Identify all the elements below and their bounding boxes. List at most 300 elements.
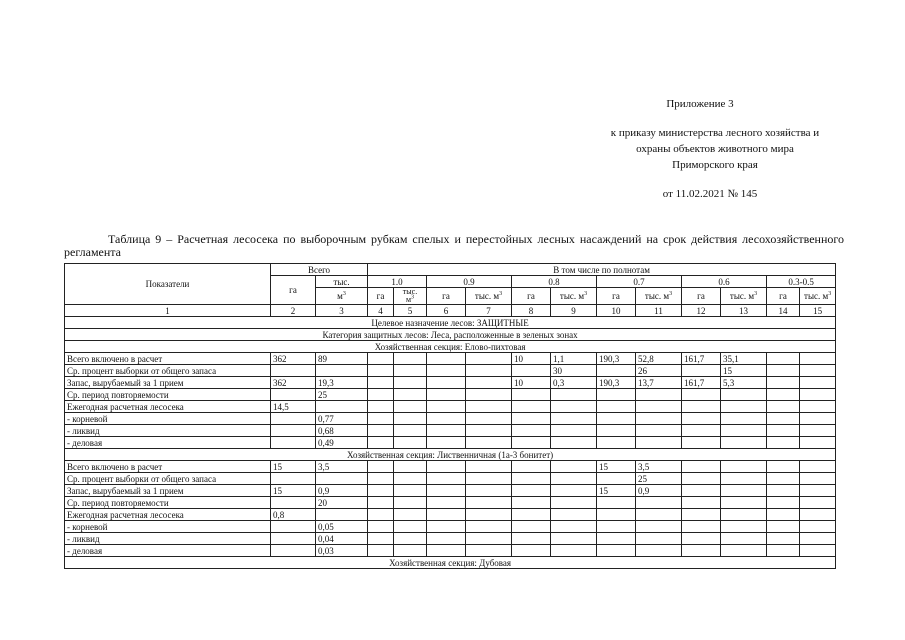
row-label: Ежегодная расчетная лесосека (65, 509, 271, 521)
table-cell (368, 533, 394, 545)
table-cell: 10 (512, 353, 551, 365)
header-total-m3: $м^3$ (316, 288, 368, 305)
table-cell (466, 497, 512, 509)
table-cell (394, 401, 427, 413)
unit-vol-1: тыс. $м^3$ (394, 288, 427, 305)
header-total-ha: га (271, 276, 316, 305)
unit-ha-1: га (368, 288, 394, 305)
section-title-row: Хозяйственная секция: Лиственничная (1а-3 бонитет) (65, 449, 836, 461)
table-cell (551, 425, 597, 437)
row-label: Всего включено в расчет (65, 353, 271, 365)
table-cell (767, 497, 800, 509)
table-cell (512, 473, 551, 485)
table-cell (597, 497, 636, 509)
header-including: В том числе по полнотам (368, 264, 836, 276)
table-cell (721, 485, 767, 497)
table-cell (800, 413, 836, 425)
table-cell (551, 521, 597, 533)
table-cell (767, 377, 800, 389)
appendix-title: Приложение 3 (666, 98, 734, 110)
table-cell (767, 389, 800, 401)
table-cell (767, 425, 800, 437)
unit-vol-5: тыс. $м^3$ (721, 288, 767, 305)
table-cell (316, 473, 368, 485)
table-row (65, 485, 836, 497)
table-cell (427, 353, 466, 365)
column-number: 5 (394, 305, 427, 317)
table-cell (767, 485, 800, 497)
table-cell (800, 425, 836, 437)
column-number: 4 (368, 305, 394, 317)
table-cell (682, 473, 721, 485)
table-cell (682, 545, 721, 557)
table-cell (767, 353, 800, 365)
order-line-2: охраны объектов животного мира (636, 143, 794, 155)
table-row (65, 509, 836, 521)
header-indicators: Показатели (65, 264, 271, 305)
table-cell: 0,49 (316, 437, 368, 449)
table-cell (512, 401, 551, 413)
header-density-5: 0.6 (682, 276, 767, 288)
table-cell (512, 461, 551, 473)
unit-vol-3: тыс. $м^3$ (551, 288, 597, 305)
table-cell (466, 473, 512, 485)
table-cell: 0,9 (636, 485, 682, 497)
table-cell: 19,3 (316, 377, 368, 389)
table-cell (551, 473, 597, 485)
column-number: 15 (800, 305, 836, 317)
table-cell (316, 401, 368, 413)
table-row (65, 497, 836, 509)
table-cell (597, 389, 636, 401)
table-cell (394, 377, 427, 389)
table-cell (682, 365, 721, 377)
table-cell (394, 521, 427, 533)
table-cell (271, 533, 316, 545)
table-cell (800, 401, 836, 413)
header-density-6: 0.3-0.5 (767, 276, 836, 288)
table-cell (427, 533, 466, 545)
unit-ha-3: га (512, 288, 551, 305)
column-number: 9 (551, 305, 597, 317)
table-cell (427, 425, 466, 437)
unit-vol-2: тыс. $м^3$ (466, 288, 512, 305)
table-cell (597, 545, 636, 557)
unit-vol-6: тыс. $м^3$ (800, 288, 836, 305)
column-number-row (65, 305, 836, 317)
table-cell (636, 545, 682, 557)
table-row (65, 533, 836, 545)
table-cell (551, 437, 597, 449)
table-cell (368, 521, 394, 533)
table-cell (682, 425, 721, 437)
row-label: Всего включено в расчет (65, 461, 271, 473)
table-cell (466, 413, 512, 425)
row-label: - корневой (65, 521, 271, 533)
order-line-3: Приморского края (672, 159, 758, 171)
table-cell: 15 (597, 461, 636, 473)
table-cell (767, 509, 800, 521)
table-row (65, 353, 836, 365)
table-cell (394, 485, 427, 497)
table-cell (721, 437, 767, 449)
table-cell (721, 401, 767, 413)
table-cell (721, 521, 767, 533)
table-cell (394, 413, 427, 425)
table-cell (767, 365, 800, 377)
header-density-1: 1.0 (368, 276, 427, 288)
section-title-row: Хозяйственная секция: Дубовая (65, 557, 836, 569)
table-cell (721, 473, 767, 485)
table-cell (466, 437, 512, 449)
table-cell (767, 545, 800, 557)
table-cell (466, 521, 512, 533)
table-row (65, 521, 836, 533)
row-label: - ликвид (65, 425, 271, 437)
table-cell: 15 (271, 461, 316, 473)
table-cell (597, 521, 636, 533)
table-cell (682, 437, 721, 449)
table-cell (551, 485, 597, 497)
table-cell (636, 425, 682, 437)
table-cell (368, 365, 394, 377)
table-cell: 10 (512, 377, 551, 389)
table-cell (427, 413, 466, 425)
unit-vol-4: тыс. $м^3$ (636, 288, 682, 305)
table-cell (800, 473, 836, 485)
table-cell (551, 545, 597, 557)
table-cell (682, 485, 721, 497)
table-cell (551, 413, 597, 425)
table-cell (368, 473, 394, 485)
header-density-3: 0.8 (512, 276, 597, 288)
table-row (65, 413, 836, 425)
table-row (65, 365, 836, 377)
header-total: Всего (271, 264, 368, 276)
column-number: 8 (512, 305, 551, 317)
column-number: 10 (597, 305, 636, 317)
table-cell (394, 533, 427, 545)
table-cell: 20 (316, 497, 368, 509)
table-cell (800, 377, 836, 389)
table-cell (368, 545, 394, 557)
table-cell: 0,9 (316, 485, 368, 497)
unit-ha-5: га (682, 288, 721, 305)
table-cell (368, 377, 394, 389)
table-cell (271, 497, 316, 509)
table-cell (512, 425, 551, 437)
table-cell (394, 509, 427, 521)
unit-ha-2: га (427, 288, 466, 305)
table-cell: 3,5 (636, 461, 682, 473)
table-cell: 362 (271, 353, 316, 365)
table-cell (597, 365, 636, 377)
table-cell (636, 437, 682, 449)
header-total-ths: тыс. (316, 276, 368, 288)
table-cell (636, 509, 682, 521)
table-cell (466, 425, 512, 437)
table-cell (466, 401, 512, 413)
table-cell: 30 (551, 365, 597, 377)
table-cell (551, 497, 597, 509)
table-cell (636, 401, 682, 413)
unit-ha-4: га (597, 288, 636, 305)
table-cell (368, 389, 394, 401)
table-cell (316, 509, 368, 521)
table-cell (394, 437, 427, 449)
table-cell: 190,3 (597, 353, 636, 365)
table-cell (636, 389, 682, 401)
table-cell (512, 521, 551, 533)
row-label: Ср. процент выборки от общего запаса (65, 365, 271, 377)
table-cell (466, 377, 512, 389)
table-cell: 14,5 (271, 401, 316, 413)
table-cell (368, 485, 394, 497)
row-label: Ср. период повторяемости (65, 389, 271, 401)
order-date: от 11.02.2021 № 145 (662, 188, 758, 200)
table-cell (636, 533, 682, 545)
row-label: - деловая (65, 545, 271, 557)
table-cell (368, 401, 394, 413)
allowable-cut-table (64, 263, 836, 569)
table-cell: 0,3 (551, 377, 597, 389)
table-cell (427, 437, 466, 449)
table-cell (368, 425, 394, 437)
table-cell (682, 497, 721, 509)
table-cell (800, 509, 836, 521)
table-cell: 0,03 (316, 545, 368, 557)
table-cell (394, 389, 427, 401)
table-cell (271, 437, 316, 449)
table-cell: 15 (597, 485, 636, 497)
table-cell (636, 497, 682, 509)
table-cell (394, 473, 427, 485)
table-cell (427, 401, 466, 413)
table-cell (271, 389, 316, 401)
column-number: 14 (767, 305, 800, 317)
table-cell (394, 365, 427, 377)
table-cell (466, 485, 512, 497)
table-cell (512, 509, 551, 521)
table-cell (551, 401, 597, 413)
column-number: 7 (466, 305, 512, 317)
table-cell (427, 521, 466, 533)
column-number: 1 (65, 305, 271, 317)
table-cell (597, 533, 636, 545)
table-caption: Таблица 9 – Расчетная лесосека по выборочным рубкам спелых и перестойных лесных насаждений на срок действия лесохозяйственного регламента (64, 232, 844, 259)
table-row (65, 377, 836, 389)
table-cell (800, 533, 836, 545)
table-cell (271, 365, 316, 377)
row-label: Запас, вырубаемый за 1 прием (65, 377, 271, 389)
order-line-1: к приказу министерства лесного хозяйства и (610, 127, 820, 139)
table-cell (394, 545, 427, 557)
row-label: - деловая (65, 437, 271, 449)
table-cell (271, 473, 316, 485)
table-cell (466, 545, 512, 557)
table-cell (466, 353, 512, 365)
table-cell (368, 413, 394, 425)
table-cell: 15 (721, 365, 767, 377)
table-cell (551, 533, 597, 545)
row-label: Запас, вырубаемый за 1 прием (65, 485, 271, 497)
row-label: Ежегодная расчетная лесосека (65, 401, 271, 413)
category-row: Категория защитных лесов: Леса, расположенные в зеленых зонах (65, 329, 836, 341)
column-number: 3 (316, 305, 368, 317)
table-cell: 0,68 (316, 425, 368, 437)
table-cell (394, 461, 427, 473)
table-cell (597, 509, 636, 521)
column-number: 13 (721, 305, 767, 317)
table-cell (800, 365, 836, 377)
table-cell: 161,7 (682, 353, 721, 365)
table-cell: 3,5 (316, 461, 368, 473)
column-number: 11 (636, 305, 682, 317)
table-cell (427, 389, 466, 401)
table-cell (427, 461, 466, 473)
purpose-row: Целевое назначение лесов: ЗАЩИТНЫЕ (65, 317, 836, 329)
table-cell (767, 533, 800, 545)
table-cell (800, 485, 836, 497)
table-cell (271, 545, 316, 557)
table-cell: 15 (271, 485, 316, 497)
table-cell (368, 497, 394, 509)
table-cell: 25 (316, 389, 368, 401)
table-cell (800, 389, 836, 401)
table-cell (721, 413, 767, 425)
table-cell (597, 437, 636, 449)
table-cell (597, 425, 636, 437)
row-label: Ср. период повторяемости (65, 497, 271, 509)
table-cell: 161,7 (682, 377, 721, 389)
table-cell (551, 509, 597, 521)
table-cell (271, 413, 316, 425)
table-cell (271, 425, 316, 437)
column-number: 12 (682, 305, 721, 317)
table-cell: 89 (316, 353, 368, 365)
section-title-row: Хозяйственная секция: Елово-пихтовая (65, 341, 836, 353)
table-cell (551, 389, 597, 401)
table-cell (721, 533, 767, 545)
table-cell (512, 545, 551, 557)
header-density-4: 0.7 (597, 276, 682, 288)
table-cell (512, 413, 551, 425)
table-cell (512, 497, 551, 509)
table-cell (682, 461, 721, 473)
column-number: 6 (427, 305, 466, 317)
table-cell (721, 497, 767, 509)
table-cell (427, 377, 466, 389)
table-row (65, 461, 836, 473)
table-cell (427, 545, 466, 557)
table-cell (800, 521, 836, 533)
table-cell (466, 533, 512, 545)
table-cell (721, 425, 767, 437)
table-cell (682, 521, 721, 533)
table-cell (800, 437, 836, 449)
table-cell: 13,7 (636, 377, 682, 389)
table-cell (512, 533, 551, 545)
table-cell (316, 365, 368, 377)
table-cell (427, 497, 466, 509)
table-row (65, 437, 836, 449)
table-cell (636, 413, 682, 425)
table-cell (427, 485, 466, 497)
table-cell (466, 389, 512, 401)
table-cell (800, 545, 836, 557)
table-cell (427, 365, 466, 377)
table-cell (394, 353, 427, 365)
table-cell (721, 509, 767, 521)
table-cell (767, 413, 800, 425)
table-cell (512, 437, 551, 449)
table-cell (368, 437, 394, 449)
table-cell (466, 509, 512, 521)
table-cell (271, 521, 316, 533)
table-cell (512, 365, 551, 377)
column-number: 2 (271, 305, 316, 317)
table-cell (512, 389, 551, 401)
table-cell (368, 353, 394, 365)
table-cell (597, 401, 636, 413)
row-label: - корневой (65, 413, 271, 425)
table-cell: 0,05 (316, 521, 368, 533)
table-cell (682, 413, 721, 425)
table-cell (636, 521, 682, 533)
table-cell (466, 461, 512, 473)
table-cell (767, 401, 800, 413)
table-cell: 35,1 (721, 353, 767, 365)
table-cell: 190,3 (597, 377, 636, 389)
table-cell (682, 401, 721, 413)
table-cell (721, 461, 767, 473)
table-cell (682, 533, 721, 545)
table-cell: 0,77 (316, 413, 368, 425)
table-cell: 5,3 (721, 377, 767, 389)
table-cell (512, 485, 551, 497)
header-density-2: 0.9 (427, 276, 512, 288)
unit-ha-6: га (767, 288, 800, 305)
table-cell (767, 461, 800, 473)
table-cell (394, 497, 427, 509)
table-row (65, 389, 836, 401)
table-cell: 0,8 (271, 509, 316, 521)
table-row (65, 473, 836, 485)
table-row (65, 545, 836, 557)
table-cell (427, 509, 466, 521)
table-row (65, 425, 836, 437)
table-cell (368, 509, 394, 521)
table-cell (800, 461, 836, 473)
table-cell: 362 (271, 377, 316, 389)
table-cell: 26 (636, 365, 682, 377)
table-cell (682, 389, 721, 401)
table-cell (368, 461, 394, 473)
table-cell (767, 521, 800, 533)
table-cell (597, 413, 636, 425)
table-cell: 52,8 (636, 353, 682, 365)
table-cell (551, 461, 597, 473)
table-row (65, 401, 836, 413)
table-cell: 1,1 (551, 353, 597, 365)
table-cell: 0,04 (316, 533, 368, 545)
table-cell (427, 473, 466, 485)
table-cell (597, 473, 636, 485)
row-label: Ср. процент выборки от общего запаса (65, 473, 271, 485)
table-cell (800, 497, 836, 509)
table-cell (394, 425, 427, 437)
table-cell (767, 473, 800, 485)
